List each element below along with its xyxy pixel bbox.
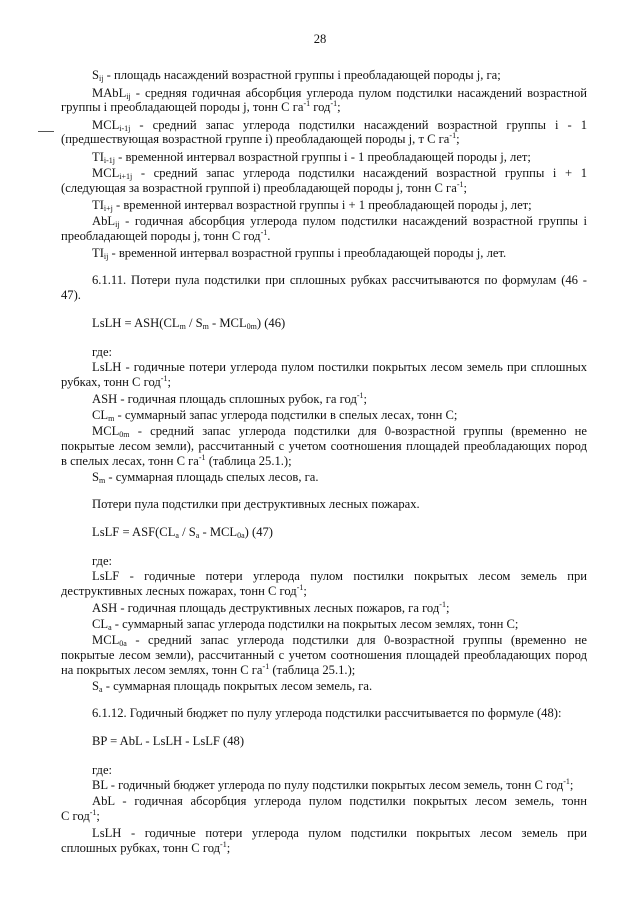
text-segment: - площадь насаждений возрастной группы i преобладающей породы j, га; [103, 68, 501, 82]
text-segment: группы i преобладающей породы j, тонн С га [61, 100, 304, 114]
text-segment: Потери пула подстилки при деструктивных лесных пожарах. [92, 497, 420, 511]
text-line [92, 569, 587, 583]
text-sup: -1 [456, 180, 464, 189]
text-segment: . [267, 229, 271, 243]
text-segment: ; [463, 181, 467, 195]
text-segment: ) (46) [256, 316, 286, 330]
text-sup: -1 [262, 662, 270, 671]
text-segment: ; [337, 100, 341, 114]
text-line [92, 392, 367, 406]
text-line [92, 360, 587, 374]
text-segment: на покрытых лесом землях, тонн С га [61, 663, 263, 677]
text-segment: LsLF - годичные потери углерода пулом постилки покрытых лесом земель при [92, 569, 587, 583]
text-sup: -1 [449, 131, 457, 140]
text-sub: ij [126, 92, 131, 101]
text-sub: i+1j [119, 172, 133, 181]
text-segment: ) (47) [244, 525, 273, 539]
text-line [92, 316, 285, 330]
text-sup: -1 [198, 453, 206, 462]
text-line [61, 288, 81, 302]
text-sup: -1 [439, 600, 446, 609]
text-segment: - суммарная площадь покрытых лесом земель, га. [102, 679, 373, 693]
text-segment: TI [92, 150, 104, 164]
text-line [61, 132, 460, 146]
text-line [92, 763, 112, 777]
text-segment: С год [61, 809, 90, 823]
text-segment: - средний запас углерода подстилки для 0-возрастной группы (временно не [129, 424, 587, 438]
scan-margin-mark [38, 131, 54, 132]
text-line [92, 424, 587, 438]
text-segment: ; [445, 601, 450, 615]
text-segment: / S [178, 525, 196, 539]
text-sup: -1 [356, 391, 364, 400]
text-sub: ij [99, 74, 104, 83]
text-line [92, 826, 587, 840]
text-segment: - суммарный запас углерода подстилки на покрытых лесом землях, тонн С; [111, 617, 519, 631]
text-line [92, 246, 506, 260]
text-line [92, 554, 112, 568]
text-sup: -1 [89, 808, 97, 817]
text-line [92, 706, 561, 720]
text-line [92, 601, 449, 615]
text-line [92, 150, 531, 164]
text-segment: ; [303, 584, 307, 598]
text-segment: ; [167, 375, 171, 389]
text-segment: ; [569, 778, 574, 792]
text-sup: -1 [303, 99, 311, 108]
text-sub: a [175, 531, 179, 540]
text-sub: a [108, 623, 112, 632]
text-segment: преобладающей породы j, тонн С год [61, 229, 261, 243]
text-sub: ij [103, 252, 109, 261]
text-segment: ASH - годичная площадь деструктивных лесных пожаров, га год [92, 601, 440, 615]
text-sup: -1 [220, 840, 227, 849]
text-segment: - суммарный запас углерода подстилки в спелых лесах, тонн С; [114, 408, 458, 422]
text-sub: a [195, 531, 200, 540]
text-segment: 6.1.12. Годичный бюджет по пулу углерода подстилки рассчитывается по формуле (48): [92, 706, 562, 720]
text-sub: i+j [103, 204, 113, 213]
text-sub: 0m [119, 430, 130, 439]
text-line [61, 229, 270, 243]
text-segment: деструктивных лесных пожарах, тонн С год [61, 584, 297, 598]
text-sub: a [99, 685, 103, 694]
text-segment: ; [226, 841, 231, 855]
text-segment: TI [92, 246, 104, 260]
text-segment: - временной интервал возрастной группы i преобладающей породы j, лет. [108, 246, 507, 260]
text-sub: ij [115, 220, 120, 229]
text-line [61, 454, 292, 468]
text-line [92, 86, 587, 100]
text-segment: S [92, 68, 100, 82]
text-segment: / S [185, 316, 203, 330]
text-segment: BL - годичный бюджет углерода по пулу подстилки покрытых лесом земель, тонн С год [92, 778, 564, 792]
text-sub: 0a [237, 531, 245, 540]
text-segment: 47). [61, 288, 81, 302]
text-segment: - временной интервал возрастной группы i + 1 преобладающей породы j, лет; [112, 198, 532, 212]
text-line [92, 778, 573, 792]
text-line [92, 118, 587, 132]
text-segment: LsLH - годичные потери углерода пулом подстилки покрытых лесом земель при [92, 826, 587, 840]
text-segment: в спелых лесах, тонн С га [61, 454, 199, 468]
text-segment: S [92, 470, 100, 484]
text-segment: (следующая за возрастной группой i) преобладающей породы j, тонн С га [61, 181, 457, 195]
text-segment: ; [96, 809, 100, 823]
text-segment: CL [92, 617, 109, 631]
text-sup: -1 [563, 777, 570, 786]
text-segment: ; [456, 132, 460, 146]
text-segment: сплошных рубках, тонн С год [61, 841, 221, 855]
text-segment: CL [92, 408, 109, 422]
text-line [92, 497, 420, 511]
text-segment: LsLH - годичные потери углерода пулом постилки покрытых лесом земель при сплошных [92, 360, 587, 374]
text-line [92, 408, 457, 422]
text-line [61, 100, 341, 114]
text-sub: i-1j [119, 124, 131, 133]
text-segment: - средний запас углерода подстилки насаждений возрастной группы i + 1 [132, 166, 587, 180]
text-segment: - средний запас углерода подстилки насаждений возрастной группы i - 1 [130, 118, 587, 132]
text-segment: LsLF = ASF(CL [92, 525, 176, 539]
text-segment: покрытые лесом земли), рассчитанный с учетом соотношения площадей преобладающих пород [61, 648, 587, 662]
text-segment: - средний запас углерода подстилки для 0-возрастной группы (временно не [126, 633, 587, 647]
text-segment: (предшествующая возрастной группе i) преобладающей породы j, т С га [61, 132, 450, 146]
text-line [92, 345, 112, 359]
text-line [92, 214, 587, 228]
text-segment: MCL [92, 166, 120, 180]
text-segment: ; [363, 392, 368, 406]
text-sup: -1 [160, 374, 168, 383]
text-segment: MCL [92, 118, 120, 132]
text-segment: - временной интервал возрастной группы i - 1 преобладающей породы j, лет; [115, 150, 531, 164]
text-sub: 0m [246, 322, 257, 331]
text-line [61, 648, 587, 662]
text-sub: m [179, 322, 186, 331]
text-line [92, 633, 587, 647]
text-segment: ASH - годичная площадь сплошных рубок, га год [92, 392, 357, 406]
text-segment: MCL [92, 424, 120, 438]
text-segment: рубках, тонн С год [61, 375, 161, 389]
text-line [61, 584, 307, 598]
text-sub: 0a [119, 639, 127, 648]
text-line [92, 525, 273, 539]
text-segment: покрытые лесом земли), рассчитанный с учетом соотношения площадей преобладающих пород [61, 439, 587, 453]
text-segment: год [310, 100, 331, 114]
text-segment: - MCL [199, 525, 238, 539]
text-sub: m [99, 476, 106, 485]
text-segment: AbL - годичная абсорбция углерода пулом подстилки покрытых лесом земель, тонн [92, 794, 587, 808]
text-line [92, 273, 587, 287]
text-sup: -1 [260, 228, 268, 237]
text-line [92, 617, 518, 631]
text-sub: m [108, 414, 115, 423]
text-line [92, 470, 319, 484]
text-segment: - MCL [208, 316, 247, 330]
text-segment: где: [92, 763, 113, 777]
text-segment: LsLH = ASH(CL [92, 316, 180, 330]
text-line [61, 809, 100, 823]
text-line [61, 663, 355, 677]
text-line [92, 679, 372, 693]
text-segment: где: [92, 554, 113, 568]
text-line [61, 439, 587, 453]
text-line [92, 734, 244, 748]
text-segment: TI [92, 198, 104, 212]
text-sub: i-1j [103, 156, 115, 165]
text-line [61, 181, 467, 195]
text-line [61, 841, 230, 855]
text-line [92, 794, 587, 808]
text-segment: BP = AbL - LsLH - LsLF (48) [92, 734, 245, 748]
text-segment: - средняя годичная абсорбция углерода пулом подстилки насаждений возрастной [130, 86, 587, 100]
text-segment: S [92, 679, 100, 693]
text-segment: - годичная абсорбция углерода пулом подстилки насаждений возрастной группы i [119, 214, 587, 228]
text-sup: -1 [330, 99, 338, 108]
text-line [92, 68, 501, 82]
text-segment: где: [92, 345, 113, 359]
text-sup: -1 [296, 583, 304, 592]
page-number: 28 [313, 32, 327, 46]
text-segment: MCL [92, 633, 120, 647]
text-line [92, 198, 532, 212]
text-sub: m [202, 322, 209, 331]
text-segment: 6.1.11. Потери пула подстилки при сплошных рубках рассчитываются по формулам (46 - [92, 273, 587, 287]
text-line [92, 166, 587, 180]
text-segment: MAbL [92, 86, 127, 100]
text-line [61, 375, 171, 389]
text-segment: (таблица 25.1.); [269, 663, 356, 677]
text-segment: AbL [92, 214, 116, 228]
text-segment: (таблица 25.1.); [205, 454, 292, 468]
text-segment: - суммарная площадь спелых лесов, га. [105, 470, 319, 484]
